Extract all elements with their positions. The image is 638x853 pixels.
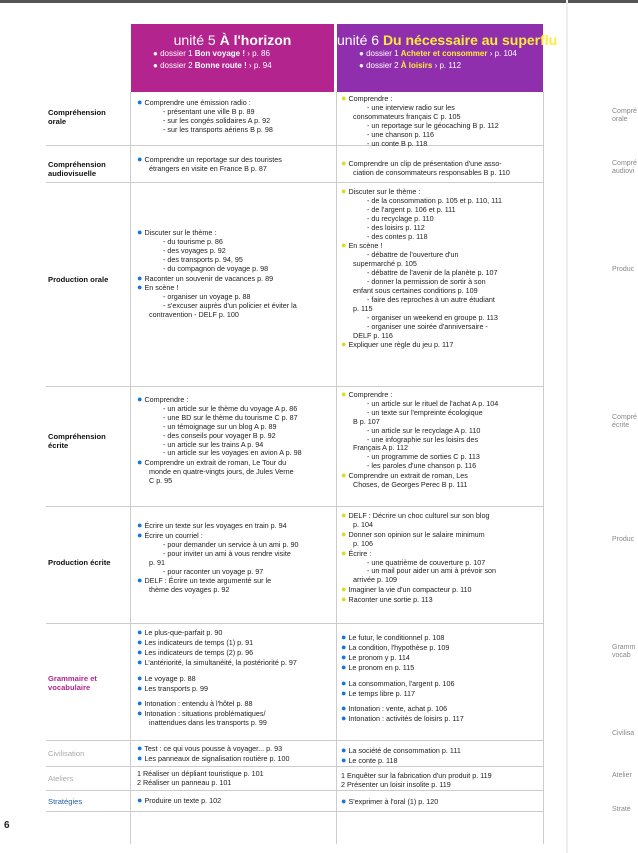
list-item: ● Expliquer une règle du jeu p. 117 [341, 339, 454, 350]
list-item: ● Discuter sur le thème : [137, 227, 217, 237]
category-production-orale: Production orale [48, 275, 109, 284]
unit-6-header [337, 24, 558, 92]
list-item: p. 106 [353, 538, 373, 548]
list-item: - un article sur le thème du voyage A p. 86 [163, 403, 298, 413]
list-item: ● Comprendre : [341, 389, 393, 399]
list-item: Français A p. 112 [353, 443, 409, 453]
row-divider [46, 386, 543, 387]
list-item: - les paroles d'une chanson p. 116 [367, 461, 477, 471]
list-item: 1 Réaliser un dépliant touristique p. 101 [137, 769, 264, 778]
list-item: ● Intonation : situations problématiques/ [137, 708, 266, 719]
list-item: - un texte sur l'empreinte écologique [367, 407, 483, 417]
list-item: - un conte B p. 118 [367, 138, 428, 148]
list-item: ● Le plus-que-parfait p. 90 [137, 627, 223, 637]
next-page-label: Produc [612, 536, 635, 543]
list-item: DELF p. 116 [353, 330, 393, 340]
list-item: ● Comprendre un clip de présentation d'une asso- [341, 158, 502, 168]
u5-ateliers [137, 770, 333, 788]
list-item: B p. 107 [353, 416, 380, 426]
list-item: ● Le futur, le conditionnel p. 108 [341, 632, 445, 642]
list-item: - une chanson p. 116 [367, 129, 434, 139]
list-item: ● Le voyage p. 88 [137, 672, 196, 683]
unit-6-title: unité 6 Du nécessaire au superflu [337, 32, 558, 48]
list-item: ● Comprendre une émission radio : [137, 97, 251, 107]
list-item: ● Écrire un texte sur les voyages en train p. 94 [137, 520, 287, 530]
column-divider [130, 92, 131, 844]
list-item: étrangers en visite en France B p. 87 [149, 163, 267, 173]
u5-production-ecrite [137, 521, 333, 595]
list-item: - des voyages p. 92 [163, 245, 226, 255]
list-item: ● Comprendre un extrait de roman, Les [341, 470, 468, 481]
list-item: - pour demander un service à un ami p. 90 [163, 539, 299, 549]
list-item: p. 104 [353, 519, 373, 529]
next-page-label: Straté [612, 806, 631, 813]
unit-6-dossier-1: ● dossier 1 Acheter et consommer › p. 104 [359, 49, 517, 58]
list-item: ● Comprendre un extrait de roman, Le Tour du [137, 457, 287, 468]
list-item: - sur les congés solidaires A p. 92 [163, 115, 271, 125]
list-item: ● Imaginer la vie d'un compacteur p. 110 [341, 584, 472, 595]
list-item: - débattre de l'avenir de la planète p. 107 [367, 268, 498, 278]
list-item: - sur les transports aériens B p. 98 [163, 124, 273, 134]
list-item: ● Intonation : entendu à l'hôtel p. 88 [137, 698, 253, 709]
unit-5-dossier-1: ● dossier 1 Bon voyage ! › p. 86 [153, 49, 270, 58]
list-item: 2 Présenter un loisir insolite p. 119 [341, 779, 451, 789]
list-item: - donner la permission de sortir à son [367, 277, 486, 287]
list-item: ● Test : ce qui vous pousse à voyager... p. 93 [137, 743, 283, 753]
list-item: ● Comprendre : [137, 394, 189, 404]
u6-grammaire [341, 633, 541, 724]
u5-civilisation [137, 744, 333, 764]
list-item: ● Le temps libre p. 117 [341, 687, 416, 698]
list-item: - une infographie sur les loisirs des [367, 434, 479, 444]
list-item: - un mail pour aider un ami à prévoir son [367, 566, 497, 576]
list-item: ● Le conte p. 118 [341, 754, 398, 765]
u5-strategies [137, 796, 333, 806]
u6-strategies [341, 797, 541, 807]
category-comprehension-orale: Compréhension orale [48, 108, 106, 126]
top-edge [0, 0, 638, 3]
next-page-label: Compré audiovi [612, 160, 637, 175]
next-page-label: Atelier [612, 772, 632, 779]
category-strategies: Stratégies [48, 797, 83, 806]
list-item: ● DELF : Décrire un choc culturel sur son blog [341, 510, 490, 520]
list-item: - des loisirs p. 112 [367, 222, 425, 232]
column-divider [336, 92, 337, 844]
list-item: ● Intonation : vente, achat p. 106 [341, 703, 448, 714]
list-item: consommateurs français C p. 105 [353, 111, 461, 121]
list-item: ● Le pronom en p. 115 [341, 661, 415, 672]
list-item: - organiser un voyage p. 88 [163, 292, 251, 302]
list-item: - un reportage sur le géocaching B p. 112 [367, 120, 499, 130]
list-item: p. 115 [353, 303, 373, 313]
u6-production-orale [341, 187, 541, 350]
list-item: Choses, de Georges Perec B p. 111 [353, 480, 468, 490]
list-item: - présentant une ville B p. 89 [163, 106, 255, 116]
u6-comprehension-audiovisuelle [341, 159, 541, 178]
list-item: contravention - DELF p. 100 [149, 310, 239, 320]
list-item: ● S'exprimer à l'oral (1) p. 120 [341, 796, 439, 806]
list-item: p. 91 [149, 557, 165, 567]
list-item: - débattre de l'ouverture d'un [367, 250, 459, 260]
list-item: ● Intonation : activités de loisirs p. 117 [341, 713, 464, 724]
list-item: ● Les indicateurs de temps (1) p. 91 [137, 636, 254, 647]
list-item: ● Écrire un courriel : [137, 529, 203, 540]
list-item: inattendues dans les transports p. 99 [149, 718, 267, 728]
list-item: 1 Enquêter sur la fabrication d'un produit p. 119 [341, 771, 492, 780]
list-item: ● Comprendre un reportage sur des touristes [137, 154, 282, 164]
category-civilisation: Civilisation [48, 749, 85, 758]
list-item: ● Les transports p. 99 [137, 682, 208, 693]
list-item: supermarché p. 105 [353, 259, 417, 269]
next-page-label: Compré écrite [612, 414, 637, 429]
list-item: - pour inviter un ami à vous rendre visite [163, 548, 291, 558]
list-item: - un article sur le recyclage A p. 110 [367, 425, 481, 435]
category-production-ecrite: Production écrite [48, 558, 111, 567]
list-item: - du recyclage p. 110 [367, 213, 434, 223]
unit-5-header [131, 24, 334, 92]
u5-comprehension-ecrite [137, 395, 333, 486]
category-comprehension-ecrite: Compréhension écrite [48, 432, 106, 450]
list-item: ● Raconter une sortie p. 113 [341, 594, 433, 605]
list-item: C p. 95 [149, 476, 173, 486]
list-item: - une BD sur le thème du tourisme C p. 87 [163, 412, 298, 422]
unit-6-dossier-2: ● dossier 2 À loisirs › p. 112 [359, 61, 462, 70]
u5-comprehension-orale [137, 98, 333, 135]
row-divider [46, 766, 543, 767]
list-item: ● La condition, l'hypothèse p. 109 [341, 641, 450, 652]
list-item: - faire des reproches à un autre étudiant [367, 294, 495, 304]
u5-grammaire [137, 628, 333, 728]
row-divider [46, 811, 543, 812]
list-item: - des contes p. 118 [367, 231, 428, 241]
list-item: 2 Réaliser un panneau p. 101 [137, 777, 232, 787]
u5-production-orale [137, 228, 333, 320]
list-item: ● La société de consommation p. 111 [341, 745, 461, 755]
row-divider [46, 790, 543, 791]
list-item: - une interview radio sur les [367, 102, 455, 112]
list-item: ● DELF : Écrire un texte argumenté sur le [137, 575, 272, 586]
category-grammaire-vocabulaire: Grammaire et vocabulaire [48, 674, 97, 692]
list-item: ciation de consommateurs responsables B p. 110 [353, 167, 510, 177]
u6-comprehension-ecrite [341, 390, 541, 490]
next-page-label: Compré orale [612, 108, 637, 123]
u6-comprehension-orale [341, 94, 541, 148]
list-item: ● Donner son opinion sur le salaire minimum [341, 528, 485, 539]
list-item: - pour raconter un voyage p. 97 [163, 566, 264, 576]
list-item: - un article sur les trains A p. 94 [163, 439, 264, 449]
u6-ateliers [341, 772, 541, 790]
list-item: - de l'argent p. 106 et p. 111 [367, 204, 456, 214]
unit-5-dossier-2: ● dossier 2 Bonne route ! › p. 94 [153, 61, 272, 70]
category-comprehension-audiovisuelle: Compréhension audiovisuelle [48, 160, 106, 178]
next-page-label: Civilisa [612, 730, 635, 737]
list-item: - une quatrième de couverture p. 107 [367, 557, 486, 567]
list-item: ● Écrire : [341, 547, 372, 558]
column-divider [543, 92, 544, 844]
list-item: - organiser une soirée d'anniversaire - [367, 321, 488, 331]
list-item: - un témoignage sur un blog A p. 89 [163, 421, 277, 431]
list-item: - organiser un weekend en groupe p. 113 [367, 312, 498, 322]
row-divider [46, 182, 543, 183]
page-number: 6 [4, 820, 10, 831]
list-item: - un article sur les voyages en avion A p. 98 [163, 448, 302, 458]
list-item: - un programme de sorties C p. 113 [367, 452, 480, 462]
list-item: monde en quatre-vingts jours, de Jules Verne [149, 467, 294, 477]
list-item: ● Les panneaux de signalisation routière p. 100 [137, 752, 290, 763]
next-page-label: Produc [612, 266, 635, 273]
list-item: - des transports p. 94, 95 [163, 254, 243, 264]
next-page-label: Gramm vocab [612, 644, 636, 659]
list-item: enfant sous certaines conditions p. 109 [353, 285, 478, 295]
list-item: arrivée p. 109 [353, 575, 397, 585]
list-item: ● Raconter un souvenir de vacances p. 89 [137, 272, 274, 283]
list-item: ● En scène ! [137, 282, 179, 293]
row-divider [46, 740, 543, 741]
list-item: - de la consommation p. 105 et p. 110, 111 [367, 195, 503, 205]
list-item: ● Les indicateurs de temps (2) p. 96 [137, 646, 254, 657]
page-fold [566, 0, 568, 853]
list-item: ● En scène ! [341, 240, 383, 251]
u6-production-ecrite [341, 511, 541, 605]
list-item: - du compagnon de voyage p. 98 [163, 263, 269, 273]
list-item: ● L'antériorité, la simultanéité, la postériorité p. 97 [137, 656, 297, 667]
list-item: ● Comprendre : [341, 93, 393, 103]
list-item: ● Le pronom y p. 114 [341, 651, 410, 662]
list-item: ● Discuter sur le thème : [341, 186, 421, 196]
list-item: ● La consommation, l'argent p. 106 [341, 677, 455, 688]
row-divider [46, 623, 543, 624]
unit-5-title: unité 5 À l'horizon [173, 32, 292, 48]
list-item: - des conseils pour voyager B p. 92 [163, 430, 276, 440]
category-ateliers: Ateliers [48, 774, 74, 783]
list-item: - un article sur le rituel de l'achat A p. 104 [367, 398, 499, 408]
list-item: - s'excuser auprès d'un policier et éviter la [163, 301, 297, 311]
row-divider [46, 506, 543, 507]
list-item: thème des voyages p. 92 [149, 585, 230, 595]
list-item: ● Produire un texte p. 102 [137, 795, 222, 805]
u6-civilisation [341, 746, 541, 766]
u5-comprehension-audiovisuelle [137, 155, 333, 174]
list-item: - du tourisme p. 86 [163, 236, 223, 246]
